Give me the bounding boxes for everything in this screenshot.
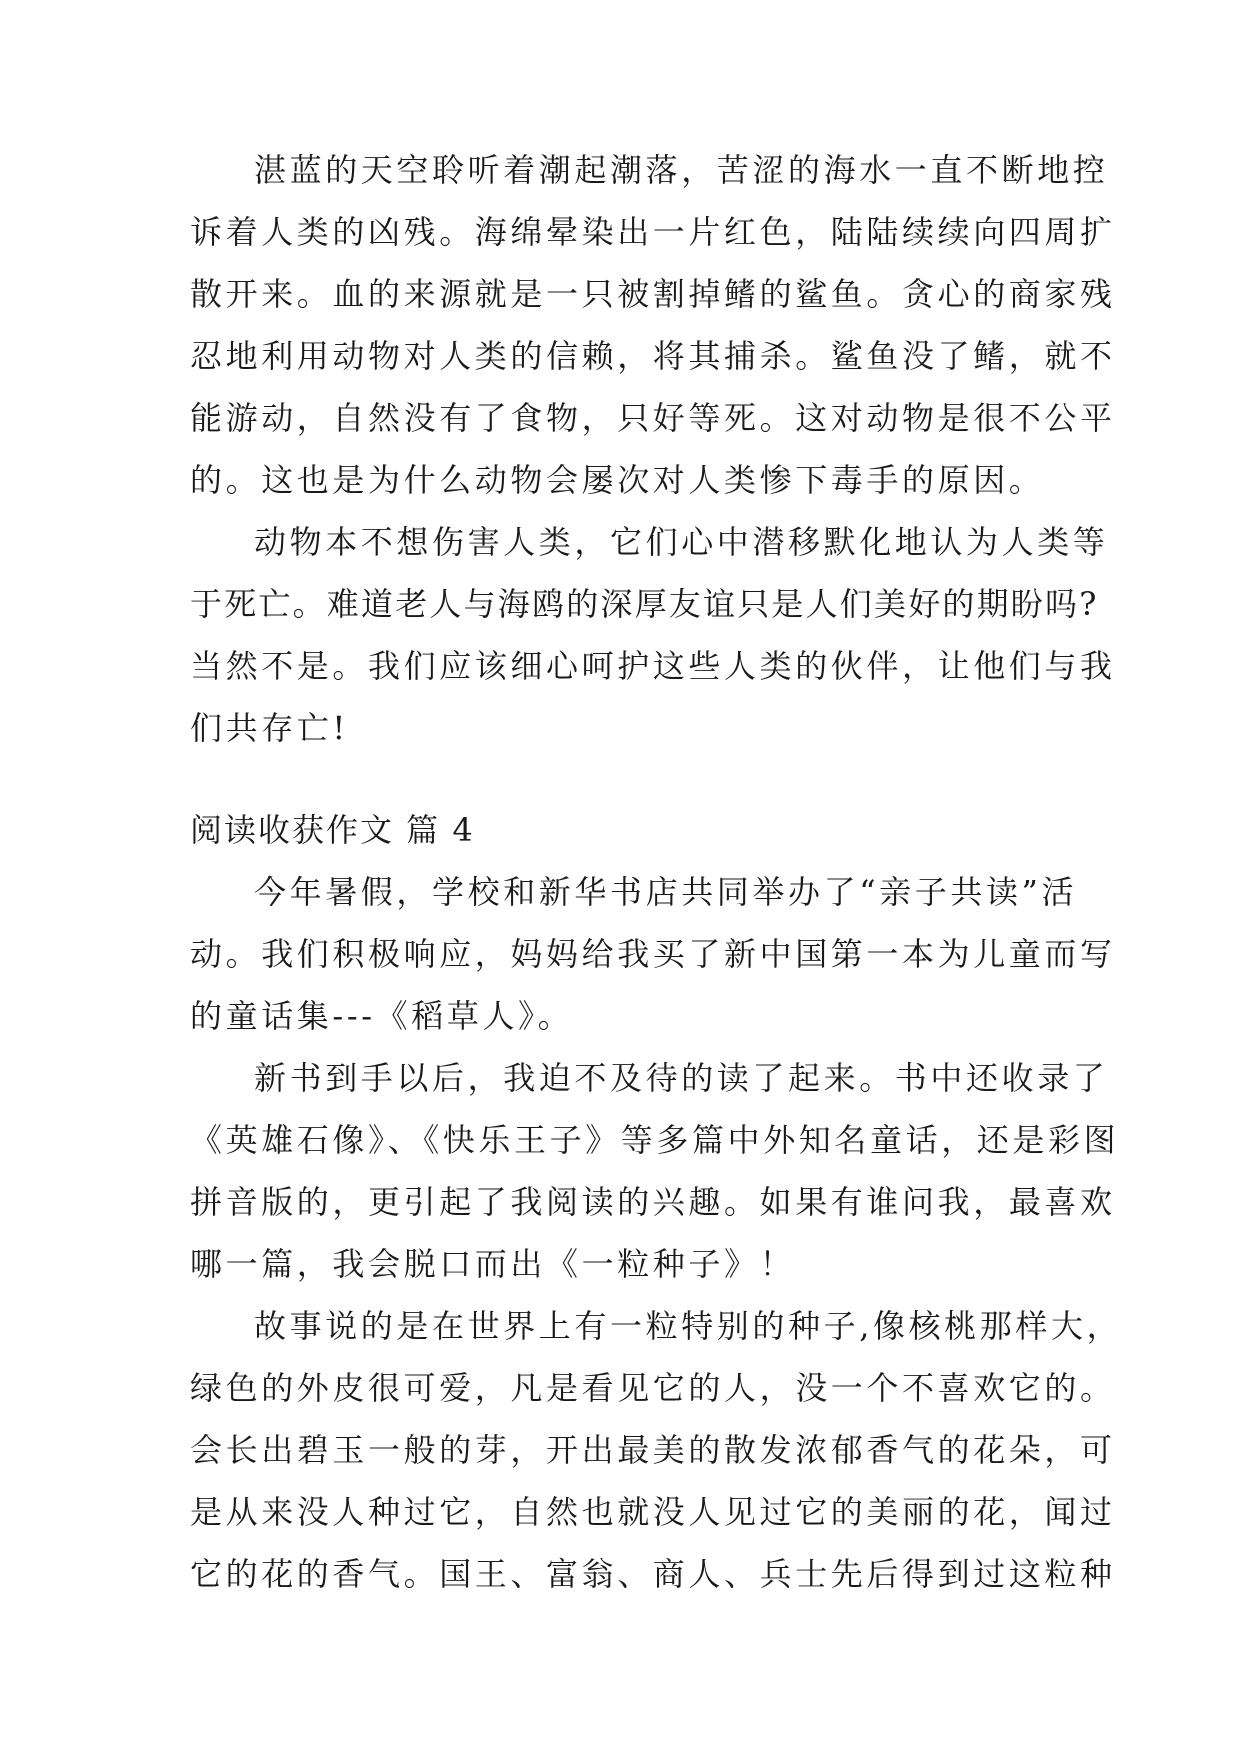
- paragraph-1-line-6: 的。这也是为什么动物会屡次对人类惨下毒手的原因。: [190, 461, 1045, 499]
- paragraph-3-line-2: 动。我们积极响应，妈妈给我买了新中国第一本为儿童而写: [190, 935, 1116, 973]
- paragraph-5-line-2: 绿色的外皮很可爱，凡是看见它的人，没一个不喜欢它的。: [190, 1369, 1116, 1407]
- paragraph-1-line-3: 散开来。血的来源就是一只被割掉鳍的鲨鱼。贪心的商家残: [190, 275, 1116, 313]
- paragraph-2-line-4: 们共存亡!: [190, 709, 349, 747]
- paragraph-2-line-3: 当然不是。我们应该细心呵护这些人类的伙伴，让他们与我: [190, 647, 1116, 685]
- paragraph-4-line-1: 新书到手以后，我迫不及待的读了起来。书中还收录了: [254, 1059, 1109, 1097]
- paragraph-2-line-2: 于死亡。难道老人与海鸥的深厚友谊只是人们美好的期盼吗?: [190, 585, 1099, 623]
- paragraph-3-line-3: 的童话集---《稻草人》。: [190, 997, 574, 1035]
- paragraph-1-line-1: 湛蓝的天空聆听着潮起潮落，苦涩的海水一直不断地控: [254, 151, 1109, 189]
- paragraph-3-line-1: 今年暑假，学校和新华书店共同举办了“亲子共读”活: [254, 873, 1078, 911]
- paragraph-5-line-4: 是从来没人种过它，自然也就没人见过它的美丽的花，闻过: [190, 1493, 1116, 1531]
- paragraph-4-line-4: 哪一篇，我会脱口而出《一粒种子》！: [190, 1245, 796, 1283]
- paragraph-4-line-2: 《英雄石像》、《快乐王子》等多篇中外知名童话，还是彩图: [190, 1121, 1120, 1159]
- paragraph-5-line-3: 会长出碧玉一般的芽，开出最美的散发浓郁香气的花朵，可: [190, 1431, 1116, 1469]
- paragraph-5-line-1: 故事说的是在世界上有一粒特别的种子,像核桃那样大，: [254, 1307, 1123, 1345]
- section-heading: 阅读收获作文 篇 4: [190, 811, 475, 849]
- paragraph-4-line-3: 拼音版的，更引起了我阅读的兴趣。如果有谁问我，最喜欢: [190, 1183, 1116, 1221]
- paragraph-1-line-5: 能游动，自然没有了食物，只好等死。这对动物是很不公平: [190, 399, 1116, 437]
- paragraph-2-line-1: 动物本不想伤害人类，它们心中潜移默化地认为人类等: [254, 523, 1109, 561]
- paragraph-5-line-5: 它的花的香气。国王、富翁、商人、兵士先后得到过这粒种: [190, 1555, 1116, 1593]
- paragraph-1-line-2: 诉着人类的凶残。海绵晕染出一片红色，陆陆续续向四周扩: [190, 213, 1116, 251]
- paragraph-1-line-4: 忍地利用动物对人类的信赖，将其捕杀。鲨鱼没了鳍，就不: [190, 337, 1116, 375]
